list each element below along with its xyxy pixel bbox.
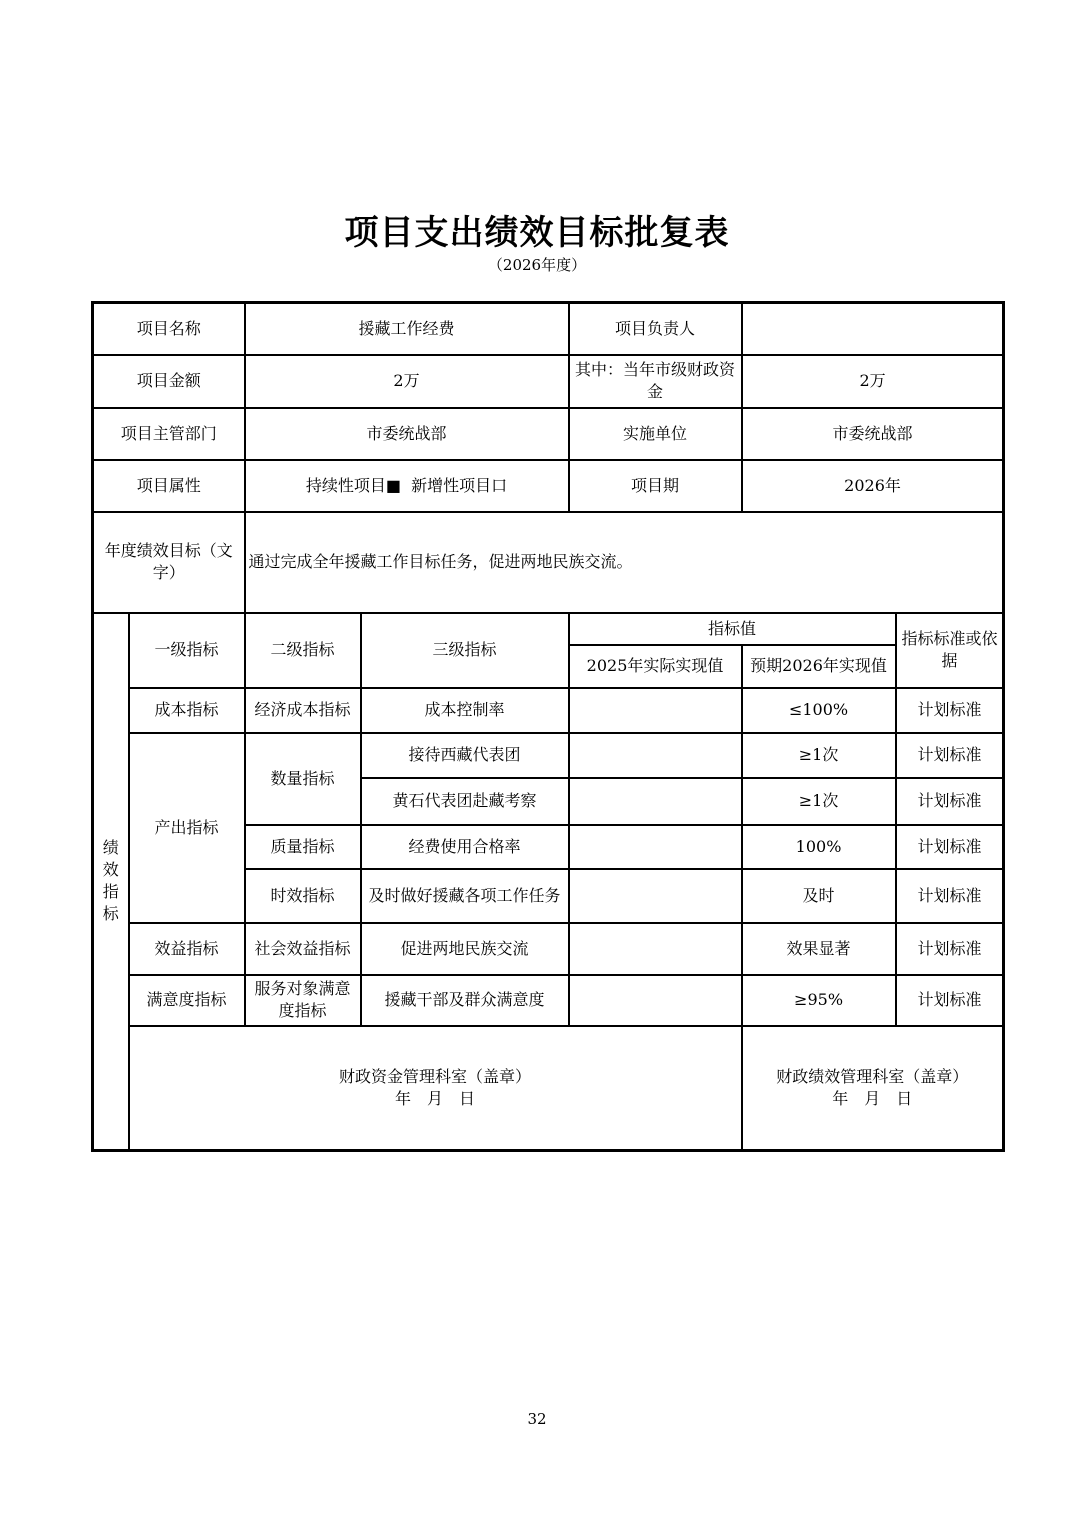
header-value-group: 指标值 [569,613,896,645]
basis-cell: 计划标准 [896,688,1004,733]
project-name-label: 项目名称 [93,303,245,355]
attr-label: 项目属性 [93,460,245,512]
level2-cell: 社会效益指标 [245,923,361,975]
level3-cell: 援藏干部及群众满意度 [361,975,569,1026]
header-level3: 三级指标 [361,613,569,688]
expected-cell: ≥95% [742,975,896,1026]
basis-cell: 计划标准 [896,869,1004,923]
project-amount-label: 项目金额 [93,355,245,408]
level3-cell: 成本控制率 [361,688,569,733]
basis-cell: 计划标准 [896,923,1004,975]
table-row [93,923,1004,975]
page-number: 32 [527,1410,547,1428]
header-level2: 二级指标 [245,613,361,688]
level1-cell: 成本指标 [129,688,245,733]
actual-cell [569,688,742,733]
impl-label: 实施单位 [569,408,742,460]
level3-cell: 黄石代表团赴藏考察 [361,778,569,825]
basis-cell: 计划标准 [896,778,1004,825]
level3-cell: 接待西藏代表团 [361,733,569,778]
level2-cell: 数量指标 [245,733,361,825]
basis-cell: 计划标准 [896,825,1004,869]
actual-cell [569,733,742,778]
level1-cell: 满意度指标 [129,975,245,1026]
row-attribute [93,460,1004,512]
table-row [93,975,1004,1026]
level3-cell: 及时做好援藏各项工作任务 [361,869,569,923]
expected-cell: ≥1次 [742,733,896,778]
impl-value: 市委统战部 [742,408,1004,460]
row-annual-goal [93,512,1004,613]
header-actual-2025: 2025年实际实现值 [569,645,742,688]
page-title: 项目支出绩效目标批复表 [344,213,730,253]
project-leader-label: 项目负责人 [569,303,742,355]
level2-cell: 质量指标 [245,825,361,869]
signature-row [93,1026,1004,1151]
expected-cell: ≥1次 [742,778,896,825]
actual-cell [569,923,742,975]
year-note: （2026年度） [487,256,587,274]
period-label: 项目期 [569,460,742,512]
expected-cell: 及时 [742,869,896,923]
finance-fund-office-cell [129,1026,742,1151]
expected-cell: 100% [742,825,896,869]
indicator-side-text: 绩效指标 [102,838,119,924]
finance-performance-date: 年 月 日 [832,1088,913,1108]
finance-performance-office: 财政绩效管理科室（盖章） [776,1066,969,1086]
level3-cell: 经费使用合格率 [361,825,569,869]
performance-table [91,301,1005,1152]
row-department [93,408,1004,460]
header-basis: 指标标准或依据 [896,613,1004,688]
dept-value: 市委统战部 [245,408,569,460]
actual-cell [569,869,742,923]
expected-cell: ≤100% [742,688,896,733]
basis-cell: 计划标准 [896,975,1004,1026]
fund-value: 2万 [742,355,1004,408]
level3-cell: 促进两地民族交流 [361,923,569,975]
table-row [93,733,1004,778]
level1-cell: 效益指标 [129,923,245,975]
actual-cell [569,975,742,1026]
finance-fund-date: 年 月 日 [395,1088,476,1108]
finance-fund-office: 财政资金管理科室（盖章） [339,1066,532,1086]
row-project-name [93,303,1004,355]
indicator-side-label [93,613,129,1151]
table-row [93,688,1004,733]
attr-value: 持续性项目■ 新增性项目口 [245,460,569,512]
project-amount-value: 2万 [245,355,569,408]
level1-cell: 产出指标 [129,733,245,923]
actual-cell [569,825,742,869]
goal-value: 通过完成全年援藏工作目标任务，促进两地民族交流。 [245,512,1004,613]
level2-cell: 时效指标 [245,869,361,923]
period-value: 2026年 [742,460,1004,512]
level2-cell: 服务对象满意度指标 [245,975,361,1026]
level2-cell: 经济成本指标 [245,688,361,733]
header-expected-2026: 预期2026年实现值 [742,645,896,688]
fund-label: 其中：当年市级财政资金 [569,355,742,408]
project-leader-value [742,303,1004,355]
goal-label: 年度绩效目标（文字） [93,512,245,613]
dept-label: 项目主管部门 [93,408,245,460]
row-project-amount [93,355,1004,408]
project-name-value: 援藏工作经费 [245,303,569,355]
basis-cell: 计划标准 [896,733,1004,778]
actual-cell [569,778,742,825]
indicator-header-row-1 [93,613,1004,645]
finance-performance-office-cell [742,1026,1004,1151]
header-level1: 一级指标 [129,613,245,688]
expected-cell: 效果显著 [742,923,896,975]
